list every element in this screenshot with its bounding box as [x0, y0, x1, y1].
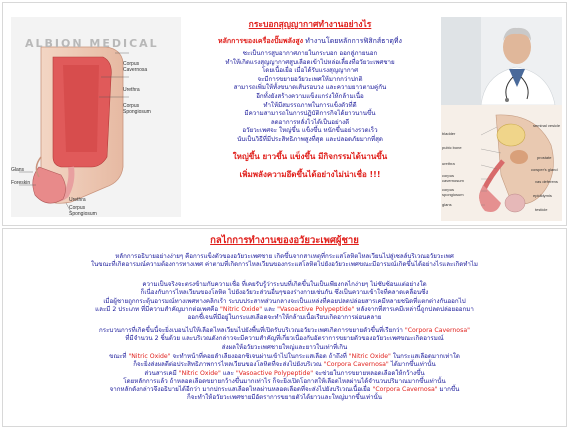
label-corpus-spongiosum: Corpus Spongiosum — [123, 103, 151, 115]
label-bladder: bladder — [442, 131, 456, 136]
label-seminal-vesicle: seminal vesicle — [533, 123, 561, 128]
label-foreskin: Foreskin — [11, 180, 31, 186]
label-corpus-cavernosa: Corpus Cavernosa — [123, 61, 148, 73]
term-nitric-oxide: "Nitric Oxide" — [220, 305, 263, 313]
label-corpus-spongiosum-right: corpus spongiosum — [442, 187, 464, 197]
vacuum-explanation-text — [181, 17, 439, 222]
principle-line: หลักการของเครื่องปั๊มพลังสูง ทำงานโดยหลักการฟิสิกส์ธาตุที่ง — [218, 37, 402, 45]
vacuum-body-text: ซะเป็นการสูบอากาศภายในกระบอก ออกสู่ภายนอก ทำให้เกิดแรงสุญญากาศสูบเลือดเข้าไปหล่อเลี้ยงที่อวัยวะเพศชาย โดยเนื้อเยื่อ เมื่อได้รับแรงสุญญากาศ จะมีการขยายอวัยวะเพศให้มากกว่าปกติ สามารถเพิ่มให้ทั้งขนาดเส้นรอบวง และความยาวตามคู่กัน อีกทั้งยังสร้างความแข็งแกร่งให้กล้ามเนื้อ ทำให้มีสมรรถภาพในการแข็งตัวที่ดี มีความสามารถในการปฏิบัติการกิจได้ยาวนานขึ้น ลดอาการหลั่งไวได้เป็นอย่างดี อวัยวะเพศจะ ใหญ่ขึ้น แข็งขึ้น หนักขึ้นอย่างรวดเร็ว นับเป็นวิธีที่มีประสิทธิภาพสูงที่สุด และปลอดภัยมากที่สุด — [225, 50, 395, 143]
term-vasoactive-polypeptide: "Vasoactive Polypeptide" — [277, 305, 355, 313]
mechanism-panel — [2, 228, 567, 427]
mechanism-paragraph-4: ขณะที่ "Nitric Oxide" จะทำหน้าที่คอยลำเลียงออกซิเจนผ่านเข้าไปในกระแสเลือด ถ้าถึงที่ "Nitric Oxide" ในกระแสเลือดมากเท่าใด ก็จะยิ่งส่งผลดีต่อประสิทธิภาพการไหลเวียนของโลหิตที่จะส่งไปยังบริเวณ "Corpora Cavernosa" ได้มากขึ้นเท่านั้น ส่วนสารเคมี "Nitric Oxide" และ "Vasoactive Polypeptide" จะช่วยในการขยายหลอดเลือดให้กว้างขึ้น โดยหลักการแล้ว ถ้าหลอดเลือดขยายกว้างขึ้นมากเท่าไร ก็จะยิ่งเปิดโอกาสให้เลือดไหลผ่านได้จำนวนปริมาณมากขึ้นเท่านั้น จากหลักดังกล่าวจึงอธิบายได้อีกว่า มากปกระแสเลือดไหลผ่านหลอดเลือดที่จะส่งไปยังบริเวณเนื้อเยื่อ "Corpora Cavernosa" มากขึ้น ก็จะทำให้อวัยวะเพศชายมีอัตราการขยายตัวได้ยาวและใหญ่มากขึ้นเท่านั้น — [109, 353, 460, 402]
label-prostate: prostate — [537, 155, 552, 160]
label-epididymis: epididymis — [533, 193, 552, 198]
label-vas-deferens: vas deferens — [535, 179, 558, 184]
doctor-photo — [441, 17, 562, 105]
emphasis-line-1: ใหญ่ขึ้น ยาวขึ้น แข็งขึ้น มีกิจกรรมได้นานขึ้น — [232, 151, 388, 161]
label-cowpers-gland: cowper's gland — [531, 167, 558, 172]
label-glans: Glans — [11, 167, 25, 173]
albion-medical-brand: ALBION MEDICAL — [25, 37, 159, 50]
label-corpus-cavernosum: corpus cavernosum — [442, 173, 464, 183]
term-corpora-cavernosa: "Corpora Cavernosa" — [404, 327, 470, 334]
pelvic-anatomy-illustration — [441, 105, 562, 221]
label-glans-right: glans — [442, 202, 452, 207]
emphasis-line-2: เพิ่มพลังความอึดขึ้นได้อย่างไม่น่าเชื่อ !!! — [239, 169, 381, 179]
mechanism-paragraph-1: หลักการอธิบายอย่างง่ายๆ คือการแข็งตัวของอวัยวะเพศชาย เกิดขึ้นจากสาเหตุที่กระแสโลหิตไหลเวียนไปสู่เซลล์บริเวณอวัยวะเพศ ในขณะที่เกิดอารมณ์ความต้องการทางเพศ ค่าตามที่เกิดการไหลเวียนของกระแสโลหิตไปยังอวัยวะเพศขณะมีอารมณ์เกิดขึ้นได้อย่างไรและเกิดทำไม — [90, 253, 478, 269]
label-testicle: testicle — [535, 207, 548, 212]
mechanism-paragraph-2: ความเป็นจริงจะตรงข้ามกับความเชื่อ ที่เคยรับรู้ว่าระบบที่เกิดขึ้นในเป็นเพียงกลไกง่ายๆ ไม่ซับซ้อนแต่อย่างใด ก็เนื่องกับการไหลเวียนของโลหิต ไปยังอวัยวะส่วนอื่นๆของร่างกายเช่นกัน ซึ่งเป็นความเข้าใจที่คลาดเคลื่อนซึ่ง เมื่อผู้ชายถูกกระตุ้นอารมณ์ทางเพศทางคลิกเร้า ระบบประสาทส่วนกลางจะเป็นแหล่งที่คอยปลดปล่อยสารเคมีหลายชนิดที่แตกต่างกันออกไป และมี 2 ประเภท ที่มีความสำคัญมากต่อเพศคือ "Nitric Oxide" และ "Vasoactive Polypeptide" หลังจากที่สารเคมีเหล่านี้ถูกปลดปล่อยออกมา ออกชี้เจนที่มีอยู่ในกระแสเลือดจะทำให้กล้ามเนื้อเรียบเกิดอาการผ่อนคลาย — [95, 281, 474, 322]
vacuum-heading: กระบอกสุญญากาศทำงานอย่างไร — [248, 20, 372, 30]
mechanism-title: กลไกการทำงานของอวัยวะเพศผู้ชาย — [210, 235, 359, 246]
top-info-panel — [2, 2, 567, 226]
label-corpus-spongiosum-bottom: Corpus Spongiosum — [69, 205, 97, 217]
label-urethra-bottom: Urethra — [69, 197, 86, 203]
penis-anatomy-illustration — [11, 17, 181, 217]
label-urethra: Urethra — [123, 87, 140, 93]
label-pubic-bone: pubic bone — [442, 145, 462, 150]
label-urethra-right: urethra — [442, 161, 455, 166]
mechanism-paragraph-3: กระบวนการที่เกิดขึ้นนี้จะยิ่งเบอนไปให้เลือดไหลเวียนไปยังพื้นที่เปิดรับบริเวณอวัยวะเพศเกิดการขยายตัวขึ้นที่เรียกว่า "Corpora Cavernosa" ที่มีจำนวน 2 ชิ้นด้วย และบริเวณดังกล่าวจะมีความสำคัญที่เกี่ยวเนื่องกับอัตราการขยายตัวของอวัยวะเพศขณะเกิดอารมณ์ ส่งผลให้อวัยวะเพศชายใหญ่และยาวในเท่าที่เกิน — [99, 327, 470, 351]
doctor-image — [441, 17, 562, 105]
